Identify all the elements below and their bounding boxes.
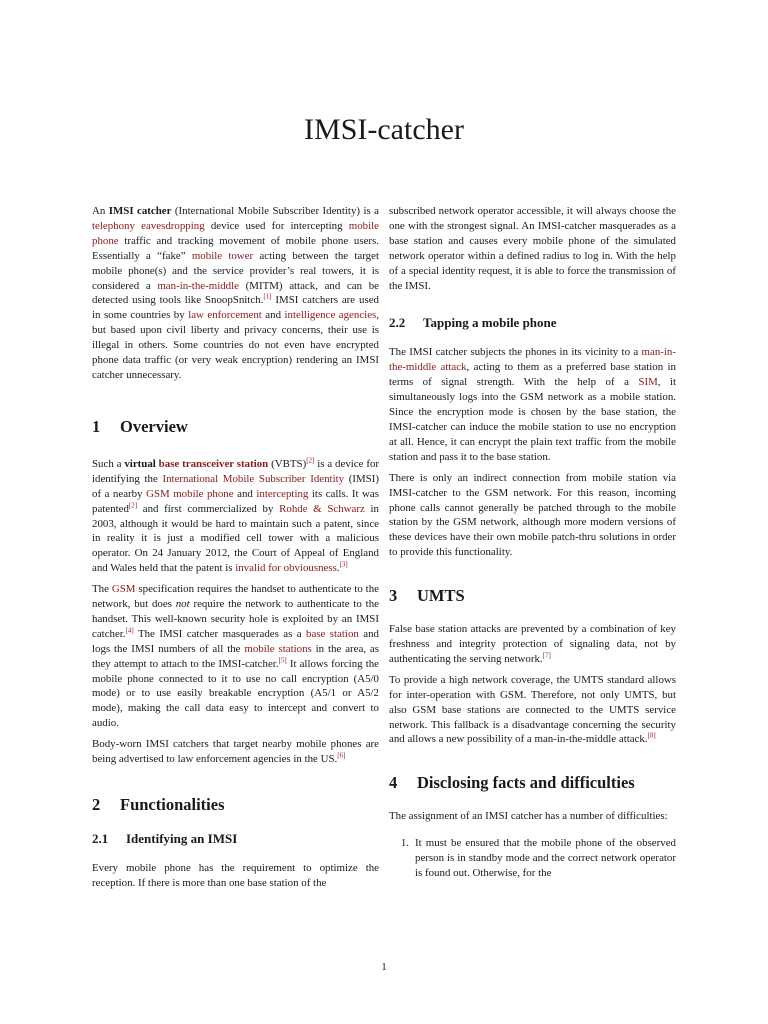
link-gsm-mobile-phone[interactable]: GSM mobile phone <box>146 487 234 500</box>
link-mobile-stations[interactable]: mobile stations <box>244 642 312 655</box>
list-marker: 1. <box>400 837 409 850</box>
page-number: 1 <box>381 961 387 973</box>
link-man-in-the-middle-attack[interactable]: man-in-the-middle attack <box>389 346 676 374</box>
citation-3[interactable]: [3] <box>339 560 348 569</box>
tapping-paragraph-1: The IMSI catcher subjects the phones in its vicinity to a man-in-the-middle attack, acting to them as a preferred base station in terms of signal strength. With the help of a SIM, it simultaneously logs into the GSM network as a mobile station. Since the encryption mode is chosen by the base station, the IMSI-catcher can induce the mobile station to use no encryption at all. Hence, it can encrypt the plain text traffic from the mobile station and pass it to the base station. <box>389 346 677 463</box>
overview-paragraph-1: Such a virtual base transceiver station (VBTS)[2] is a device for identifying the International Mobile Subscriber Identity (IMSI) of a nearby GSM mobile phone and intercepting its calls. It was patented[2] and first commercialized by Rohde & Schwarz in 2003, although it would be hard to maintain such a patent, since in reality it is just a modified cell tower with a malicious operator. On 24 January 2012, the Court of Appeal of England and Wales held that the patent is invalid for obviousness.[3] <box>92 456 380 575</box>
link-sim[interactable]: SIM <box>638 376 658 389</box>
difficulties-list <box>389 836 676 881</box>
section-heading-umts: 3 UMTS <box>389 586 465 606</box>
section-heading-overview: 1 Overview <box>92 416 188 436</box>
section-heading-functionalities: 2 Functionalities <box>92 795 225 814</box>
link-law-enforcement[interactable]: law enforcement <box>188 309 262 322</box>
citation-1[interactable]: [1] <box>263 292 272 301</box>
link-telephony-eavesdropping[interactable]: telephony eavesdropping <box>92 219 205 232</box>
list-item <box>389 836 676 881</box>
overview-paragraph-3: Body-worn IMSI catchers that target nearby mobile phones are being advertised to law enforcement agencies in the US.[6] <box>92 738 379 766</box>
link-base-transceiver-station[interactable]: base transceiver station <box>158 457 269 470</box>
citation-8[interactable]: [8] <box>647 731 656 740</box>
link-rohde-schwarz[interactable]: Rohde & Schwarz <box>279 502 365 515</box>
link-base-station[interactable]: base station <box>306 627 359 640</box>
link-mobile-tower[interactable]: mobile tower <box>191 249 254 262</box>
subsection-heading-tapping: 2.2 Tapping a mobile phone <box>389 315 557 331</box>
citation-4[interactable]: [4] <box>125 626 134 635</box>
disclosing-paragraph: The assignment of an IMSI catcher has a number of difficulties: <box>389 810 668 823</box>
link-man-in-the-middle[interactable]: man-in-the-middle <box>157 279 239 292</box>
link-mobile-phone[interactable]: mobile phone <box>92 219 379 247</box>
section-heading-disclosing: 4 Disclosing facts and difficulties <box>389 773 635 793</box>
link-invalid-for-obviousness[interactable]: invalid for obviousness <box>235 562 337 575</box>
umts-paragraph-1: False base station attacks are prevented by a combination of key freshness and integrity protection of signaling data, not by authenticating the serving network.[7] <box>389 623 676 665</box>
identifying-paragraph-continued: subscribed network operator accessible, it will always choose the one with the strongest signal. An IMSI-catcher masquerades as a base station and causes every mobile phone of the simulated network operator within a defined radius to log in. With the help of a special identity request, it is able to force the transmission of the IMSI. <box>389 205 676 292</box>
list-item-text: It must be ensured that the mobile phone of the observed person is in standby mode and the correct network operator is found out. Otherwise, for the <box>415 837 676 880</box>
citation-2[interactable]: [2] <box>306 456 315 465</box>
link-intelligence-agencies[interactable]: intelligence agencies <box>284 309 377 322</box>
right-column <box>389 204 676 881</box>
citation-7[interactable]: [7] <box>542 651 551 660</box>
page-title: IMSI-catcher <box>304 113 464 146</box>
link-imsi[interactable]: International Mobile Subscriber Identity <box>162 472 345 485</box>
overview-paragraph-2: The GSM specification requires the handset to authenticate to the network, but does not require the network to authenticate to the handset. This well-known security hole is exploited by an IMSI catcher.[4] The IMSI catcher masquerades as a base station and logs the IMSI numbers of all the mobile stations in the area, as they attempt to attach to the IMSI-catcher.[5] It allows forcing the mobile phone connected to it to use no call encryption (A5/0 mode) or to use easily breakable encryption (A5/1 or A5/2 mode), making the call data easy to intercept and convert to audio. <box>92 583 380 730</box>
link-gsm[interactable]: GSM <box>111 583 136 596</box>
tapping-paragraph-2: There is only an indirect connection from mobile station via IMSI-catcher to the GSM network. For this reason, incoming phone calls cannot generally be patched through to the mobile station by the GSM network, although more modern versions of these devices have their own mobile patch-thru solutions in order to provide this functionality. <box>389 471 676 559</box>
term-imsi-catcher: IMSI catcher <box>108 205 172 217</box>
citation-6[interactable]: [6] <box>337 751 346 760</box>
left-column <box>92 204 379 897</box>
subsection-heading-identifying: 2.1 Identifying an IMSI <box>92 831 238 846</box>
link-intercepting[interactable]: intercepting <box>256 487 309 500</box>
citation-5[interactable]: [5] <box>278 656 287 665</box>
identifying-paragraph-start: Every mobile phone has the requirement to optimize the reception. If there is more than one base station of the <box>92 862 379 889</box>
umts-paragraph-2: To provide a high network coverage, the UMTS standard allows for inter-operation with GSM. Therefore, not only UMTS, but also GSM base stations are connected to the UMTS service network. This fallback is a disadvantage concerning the security and allows a new possibility of a man-in-the-middle attack.[8] <box>389 673 676 746</box>
intro-paragraph: An IMSI catcher (International Mobile Subscriber Identity) is a telephony eavesdropping device used for intercepting mobile phone traffic and tracking movement of mobile phone users. Essentially a “fake” mobile tower acting between the target mobile phone(s) and the service provider’s real towers, it is considered a man-in-the-middle (MITM) attack, and can be detected using tools like SnoopSnitch.[1] IMSI catchers are used in some countries by law enforcement and intelligence agencies, but based upon civil liberty and privacy concerns, their use is illegal in others. Some countries do not even have encrypted phone data traffic (or very weak encryption) rendering an IMSI catcher unnecessary. <box>92 205 380 381</box>
citation-2b[interactable]: [2] <box>128 500 138 509</box>
